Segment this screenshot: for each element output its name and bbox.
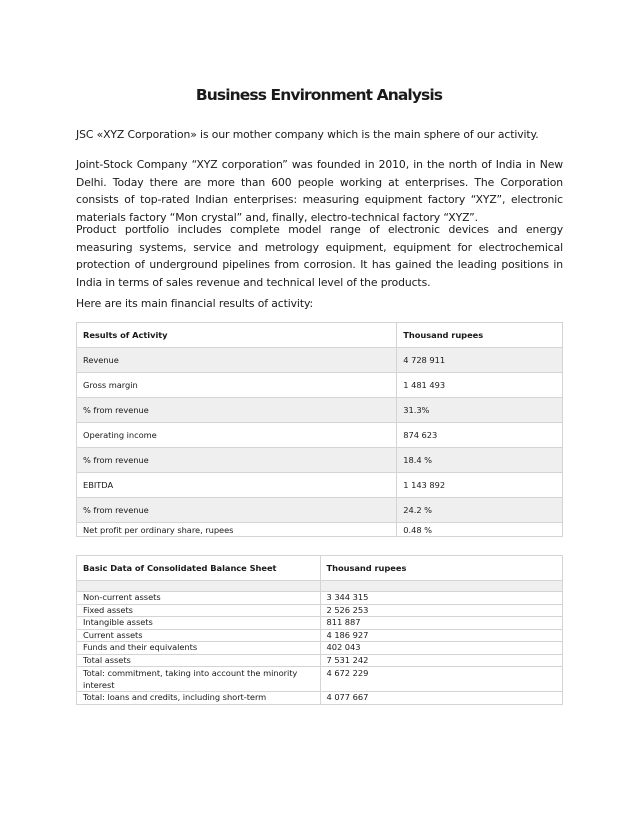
row-label: Intangible assets (77, 617, 321, 630)
row-value: 4 077 667 (320, 692, 562, 705)
row-value: 18.4 % (397, 448, 563, 473)
row-value: 4 672 229 (320, 667, 562, 692)
paragraph-company: Joint-Stock Company “XYZ corporation” was founded in 2010, in the north of India in New Delhi. Today there are more than 600 people working at enterprises. The Corporation consists of top-rated Indian enterprises: measuring equipment factory “XYZ”, electronic materials factory “Mon crystal” and, finally, electro-technical factory “XYZ”. (76, 158, 563, 224)
table-header-row (77, 556, 563, 581)
table-header-row (77, 323, 563, 348)
row-value: 0.48 % (397, 523, 563, 537)
table-row (77, 654, 563, 667)
row-value: 24.2 % (397, 498, 563, 523)
table-row (77, 592, 563, 605)
row-value: 31.3% (397, 398, 563, 423)
row-label: % from revenue (77, 398, 397, 423)
row-value: 7 531 242 (320, 654, 562, 667)
paragraph-results-intro: Here are its main financial results of activity: (76, 297, 314, 310)
row-label: Total: loans and credits, including short-term (77, 692, 321, 705)
table-row (77, 373, 563, 398)
balance-sheet-table (76, 555, 563, 705)
row-value: 1 481 493 (397, 373, 563, 398)
row-label: Current assets (77, 629, 321, 642)
empty-cell (77, 581, 321, 592)
paragraph-intro: JSC «XYZ Corporation» is our mother company which is the main sphere of our activity. (76, 128, 539, 141)
table-row (77, 523, 563, 537)
row-label: Gross margin (77, 373, 397, 398)
row-value: 402 043 (320, 642, 562, 655)
table-row (77, 692, 563, 705)
table-row (77, 629, 563, 642)
spacer-row (77, 581, 563, 592)
table-row (77, 448, 563, 473)
table-row (77, 348, 563, 373)
row-value: 811 887 (320, 617, 562, 630)
page-title: Business Environment Analysis (195, 86, 443, 104)
table-row (77, 398, 563, 423)
row-label: EBITDA (77, 473, 397, 498)
table-row (77, 642, 563, 655)
row-value: 1 143 892 (397, 473, 563, 498)
table-row (77, 423, 563, 448)
row-value: 874 623 (397, 423, 563, 448)
table-row (77, 617, 563, 630)
table-row (77, 604, 563, 617)
row-label: % from revenue (77, 448, 397, 473)
row-label: Total assets (77, 654, 321, 667)
row-value: 3 344 315 (320, 592, 562, 605)
column-header: Basic Data of Consolidated Balance Sheet (77, 556, 321, 581)
row-label: % from revenue (77, 498, 397, 523)
table-row (77, 473, 563, 498)
row-label: Non-current assets (77, 592, 321, 605)
row-label: Funds and their equivalents (77, 642, 321, 655)
table-row (77, 498, 563, 523)
column-header: Thousand rupees (397, 323, 563, 348)
column-header: Results of Activity (77, 323, 397, 348)
results-table (76, 322, 563, 537)
paragraph-portfolio: Product portfolio includes complete model range of electronic devices and energy measuring systems, service and metrology equipment, equipment for electrochemical protection of underground pipelines from corrosion. It has gained the leading positions in India in terms of sales revenue and technical level of the products. (76, 223, 563, 289)
row-label: Revenue (77, 348, 397, 373)
row-label: Operating income (77, 423, 397, 448)
empty-cell (320, 581, 562, 592)
column-header: Thousand rupees (320, 556, 562, 581)
row-value: 4 186 927 (320, 629, 562, 642)
row-value: 2 526 253 (320, 604, 562, 617)
row-label: Fixed assets (77, 604, 321, 617)
table-row (77, 667, 563, 692)
row-label: Total: commitment, taking into account the minority interest (77, 667, 321, 692)
row-label: Net profit per ordinary share, rupees (77, 523, 397, 537)
row-value: 4 728 911 (397, 348, 563, 373)
